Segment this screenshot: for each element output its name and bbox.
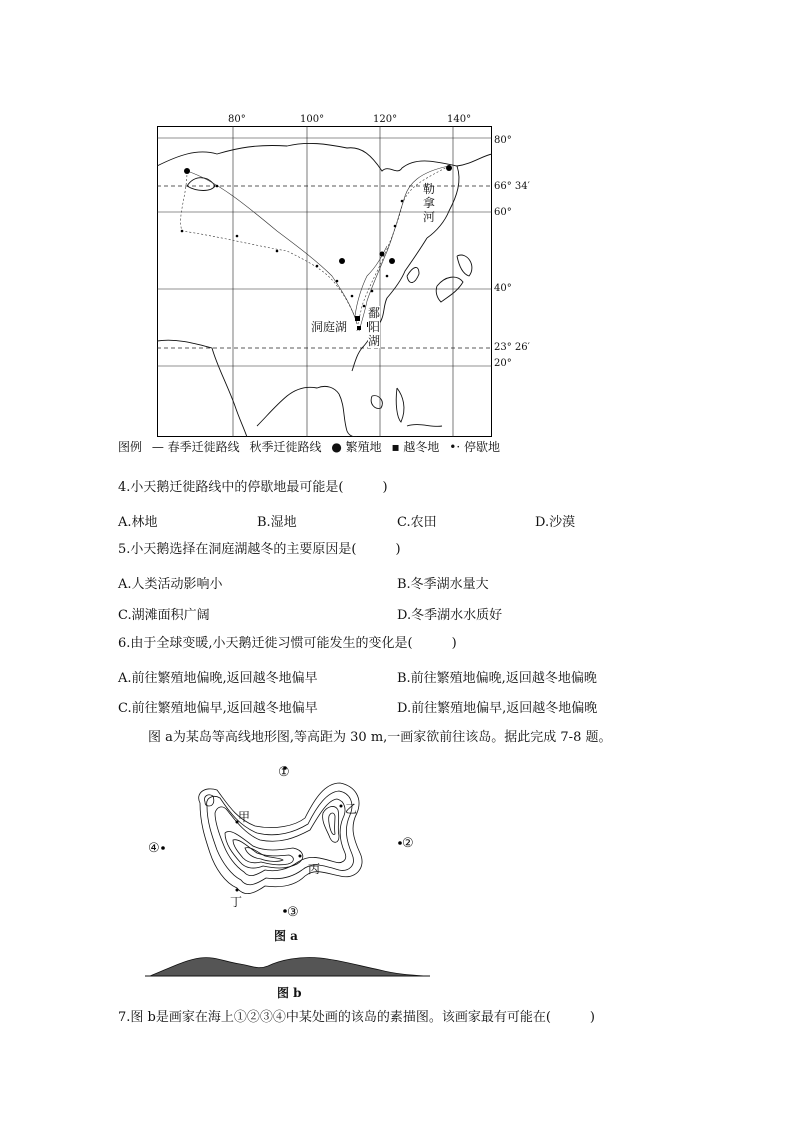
q4-option-c: C.农田 <box>397 515 437 530</box>
island-sketch <box>140 948 430 978</box>
lat-label-40: 40° <box>494 283 512 294</box>
fig-a-point-3: ③ <box>287 905 299 920</box>
lat-label-arctic: 66° 34′ <box>494 181 530 192</box>
q4-option-d: D.沙漠 <box>535 515 576 530</box>
swan-migration-map <box>157 126 492 437</box>
q5-option-c: C.湖滩面积广阔 <box>118 608 210 623</box>
fig-a-point-2: ② <box>402 836 414 851</box>
map-label-dongting-lake: 洞庭湖 <box>311 320 348 334</box>
fig-b-caption: 图 b <box>277 986 302 1000</box>
map-legend <box>118 438 506 455</box>
lat-label-80: 80° <box>494 135 512 146</box>
legend-breeding: ● 繁殖地 <box>331 440 382 454</box>
fig-a-point-1: ① <box>278 765 290 780</box>
legend-wintering: ▪ 越冬地 <box>391 440 440 454</box>
legend-spring-route: — 春季迁徙路线 <box>151 440 240 454</box>
map-label-lena-river: 勒拿河 <box>423 182 436 224</box>
fig-a-place-yi: 乙 <box>345 802 358 816</box>
q6-option-a: A.前往繁殖地偏晚,返回越冬地偏早 <box>118 671 318 686</box>
intro-7-8: 图 a为某岛等高线地形图,等高距为 30 m,一画家欲前往该岛。据此完成 7-8 题。 <box>148 730 612 745</box>
legend-title: 图例 <box>118 440 143 454</box>
question-6-stem: 6.由于全球变暖,小天鹅迁徙习惯可能发生的变化是( ) <box>118 636 457 651</box>
legend-stopover: •· 停歇地 <box>449 440 500 454</box>
fig-a-place-bing: 丙 <box>308 862 321 876</box>
lat-label-tropic: 23° 26′ <box>494 342 530 353</box>
lon-label-120: 120° <box>373 114 398 125</box>
lon-label-100: 100° <box>300 114 325 125</box>
q4-option-a: A.林地 <box>118 515 158 530</box>
q6-option-c: C.前往繁殖地偏早,返回越冬地偏早 <box>118 701 318 716</box>
q5-option-b: B.冬季湖水量大 <box>397 577 489 592</box>
q6-option-d: D.前往繁殖地偏早,返回越冬地偏晚 <box>397 701 598 716</box>
lon-label-140: 140° <box>447 114 472 125</box>
q4-option-b: B.湿地 <box>257 515 297 530</box>
fig-a-place-ding: 丁 <box>230 895 243 909</box>
fig-a-point-4: ④ <box>148 841 160 856</box>
lat-label-60: 60° <box>494 207 512 218</box>
q6-option-b: B.前往繁殖地偏晚,返回越冬地偏晚 <box>397 671 597 686</box>
fig-a-place-jia: 甲 <box>238 810 251 824</box>
question-4-stem: 4.小天鹅迁徙路线中的停歇地最可能是( ) <box>118 480 388 495</box>
question-7-stem: 7.图 b是画家在海上①②③④中某处画的该岛的素描图。该画家最有可能在( ) <box>118 1010 596 1025</box>
lon-label-80: 80° <box>228 114 246 125</box>
map-label-poyang-lake: 鄱阳湖 <box>368 306 381 348</box>
legend-autumn-route: 秋季迁徙路线 <box>249 440 322 454</box>
question-5-stem: 5.小天鹅选择在洞庭湖越冬的主要原因是( ) <box>118 542 401 557</box>
lat-label-20: 20° <box>494 358 512 369</box>
q5-option-a: A.人类活动影响小 <box>118 577 223 592</box>
q5-option-d: D.冬季湖水水质好 <box>397 608 503 623</box>
fig-a-caption: 图 a <box>274 929 298 943</box>
